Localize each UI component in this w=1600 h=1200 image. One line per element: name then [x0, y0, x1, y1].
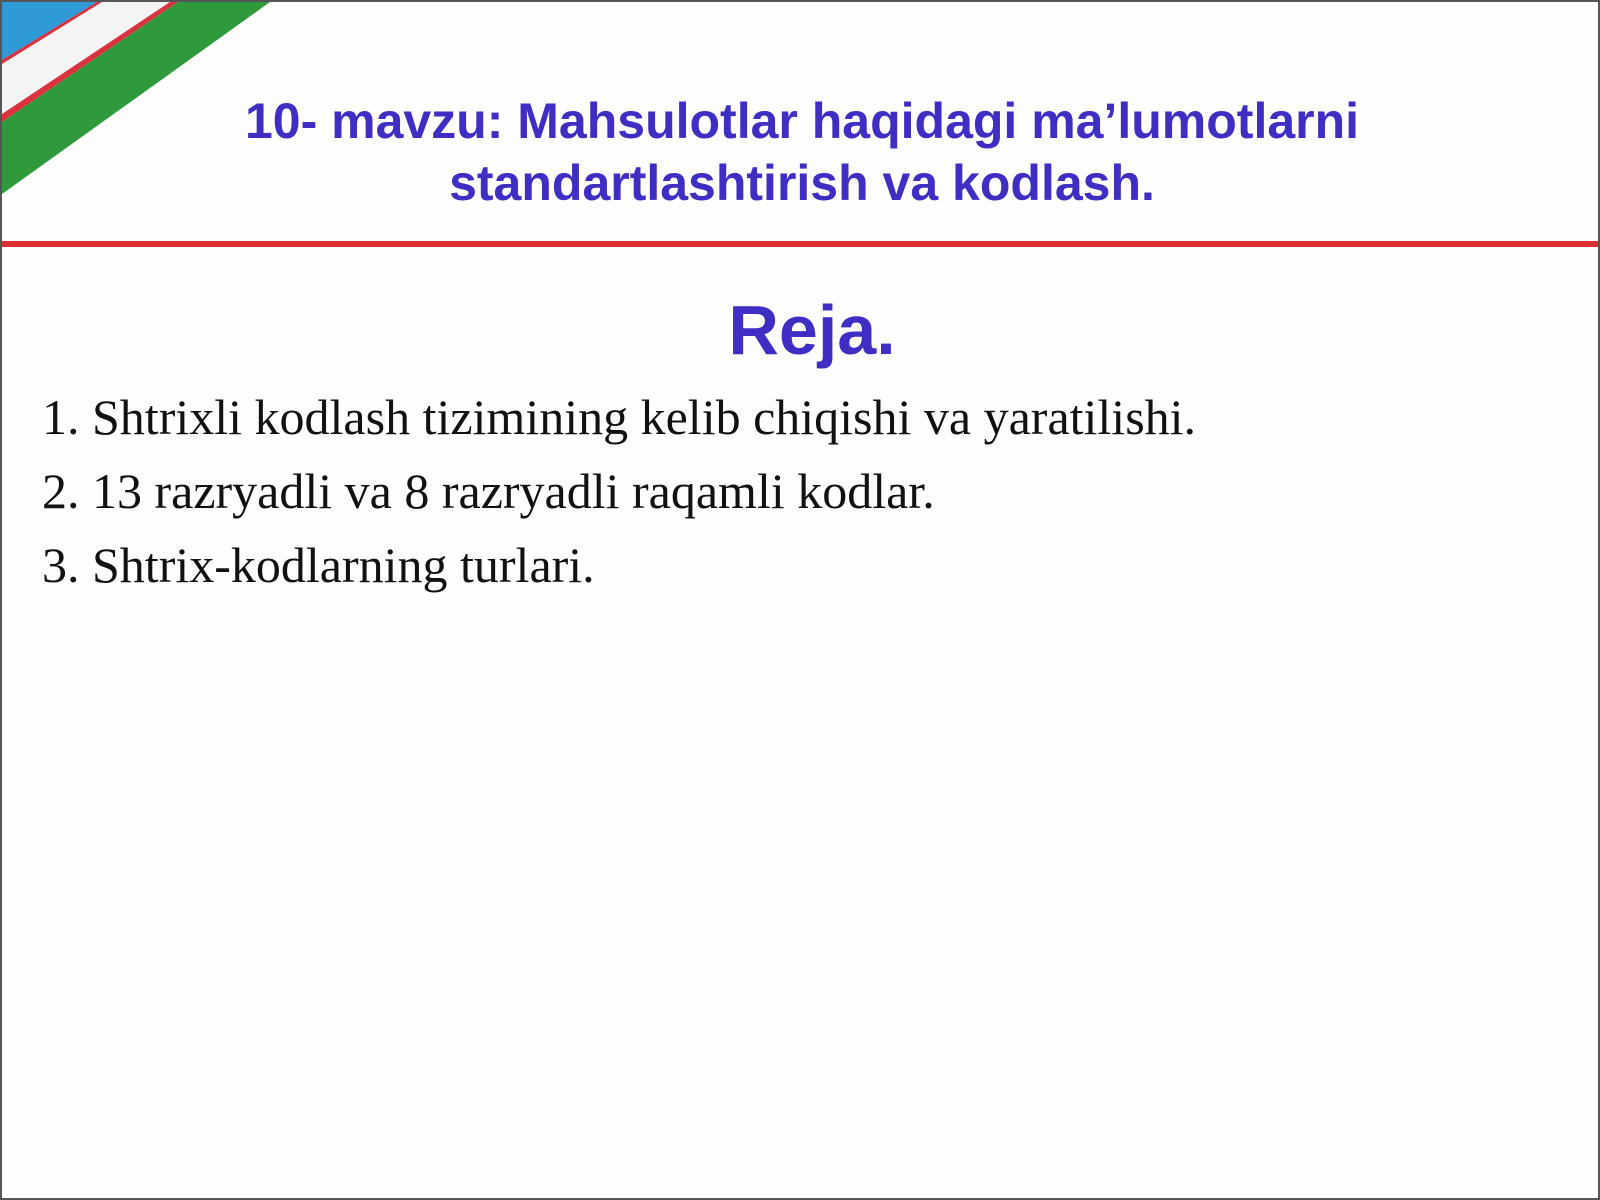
plan-list: [42, 380, 1542, 602]
page-title: [202, 90, 1402, 214]
title-line-2: standartlashtirish va kodlash.: [449, 155, 1155, 211]
title-line-1: 10- mavzu: Mahsulotlar haqidagi ma’lumotlarni: [244, 93, 1360, 149]
plan-item-3: 3. Shtrix-kodlarning turlari.: [42, 537, 595, 593]
plan-item-2: 2. 13 razryadli va 8 razryadli raqamli kodlar.: [42, 463, 935, 519]
plan-heading: Reja.: [728, 291, 896, 369]
plan-item-1: 1. Shtrixli kodlash tizimining kelib chiqishi va yaratilishi.: [42, 389, 1197, 445]
header-divider: [2, 241, 1600, 247]
